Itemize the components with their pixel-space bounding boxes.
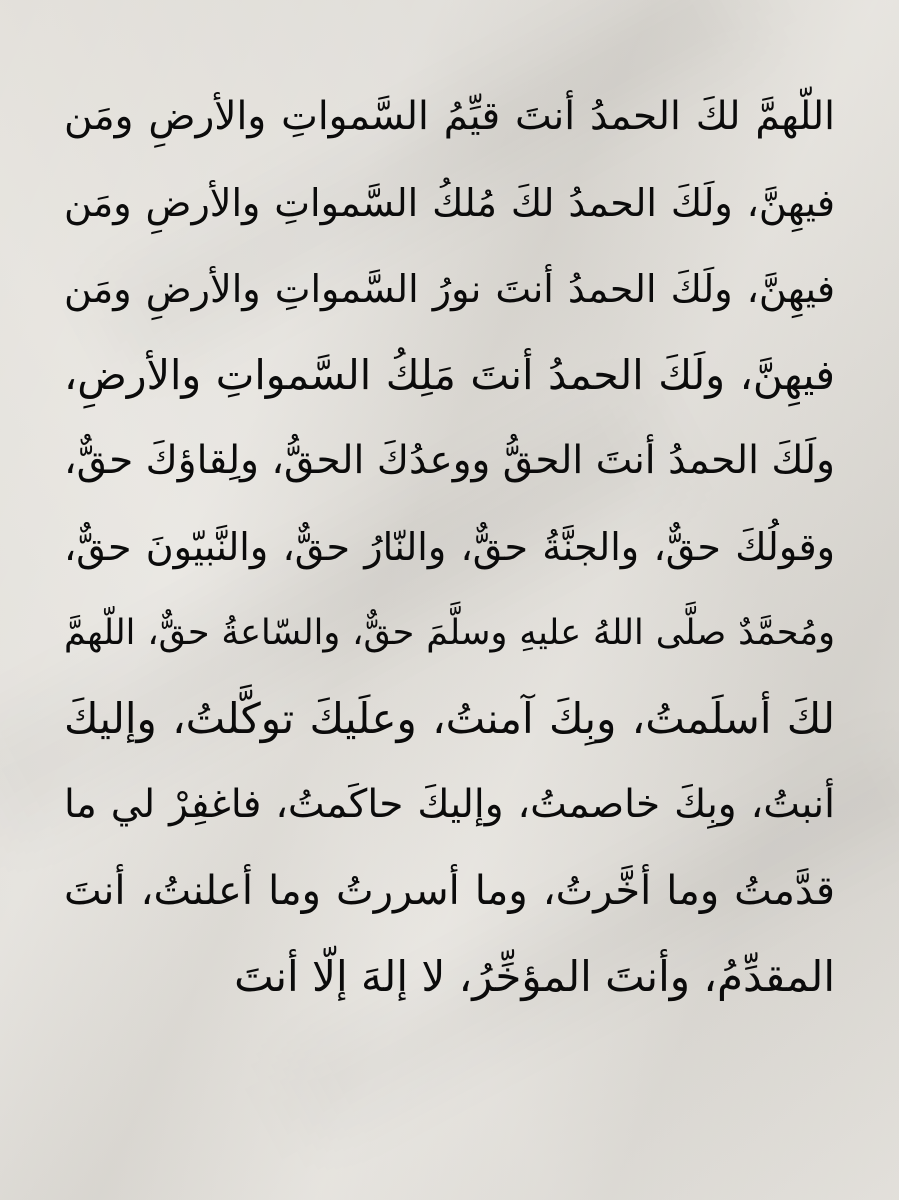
text-line-8: لكَ أسلَمتُ، وبِكَ آمنتُ، وعلَيكَ توكَّلتُ، وإليكَ xyxy=(64,694,835,743)
text-line-1: اللّهمَّ لكَ الحمدُ أنتَ قيِّمُ السَّمواتِ والأرضِ ومَن xyxy=(64,94,835,139)
text-line-2: فيهِنَّ، ولَكَ الحمدُ لكَ مُلكُ السَّمواتِ والأرضِ ومَن xyxy=(64,181,835,225)
text-line-3: فيهِنَّ، ولَكَ الحمدُ أنتَ نورُ السَّمواتِ والأرضِ ومَن xyxy=(64,267,835,311)
text-line-6: وقولُكَ حقٌّ، والجنَّةُ حقٌّ، والنّارُ حقٌّ، والنَّبيّونَ حقٌّ، xyxy=(64,525,835,569)
dua-text-block xyxy=(64,74,835,1020)
text-line-11: المقدِّمُ، وأنتَ المؤخِّرُ، لا إلهَ إلّا أنتَ xyxy=(234,952,835,1001)
text-line-5: ولَكَ الحمدُ أنتَ الحقُّ ووعدُكَ الحقُّ، ولِقاؤكَ حقٌّ، xyxy=(64,438,835,483)
text-line-4: فيهِنَّ، ولَكَ الحمدُ أنتَ مَلِكُ السَّمواتِ والأرضِ، xyxy=(64,351,835,399)
text-line-9: أنبتُ، وبِكَ خاصمتُ، وإليكَ حاكَمتُ، فاغفِرْ لي ما xyxy=(64,782,835,827)
text-line-10: قدَّمتُ وما أخَّرتُ، وما أسررتُ وما أعلنتُ، أنتَ xyxy=(64,868,835,914)
text-line-7: ومُحمَّدٌ صلَّى اللهُ عليهِ وسلَّمَ حقٌّ، والسّاعةُ حقٌّ، اللّهمَّ xyxy=(64,613,835,653)
